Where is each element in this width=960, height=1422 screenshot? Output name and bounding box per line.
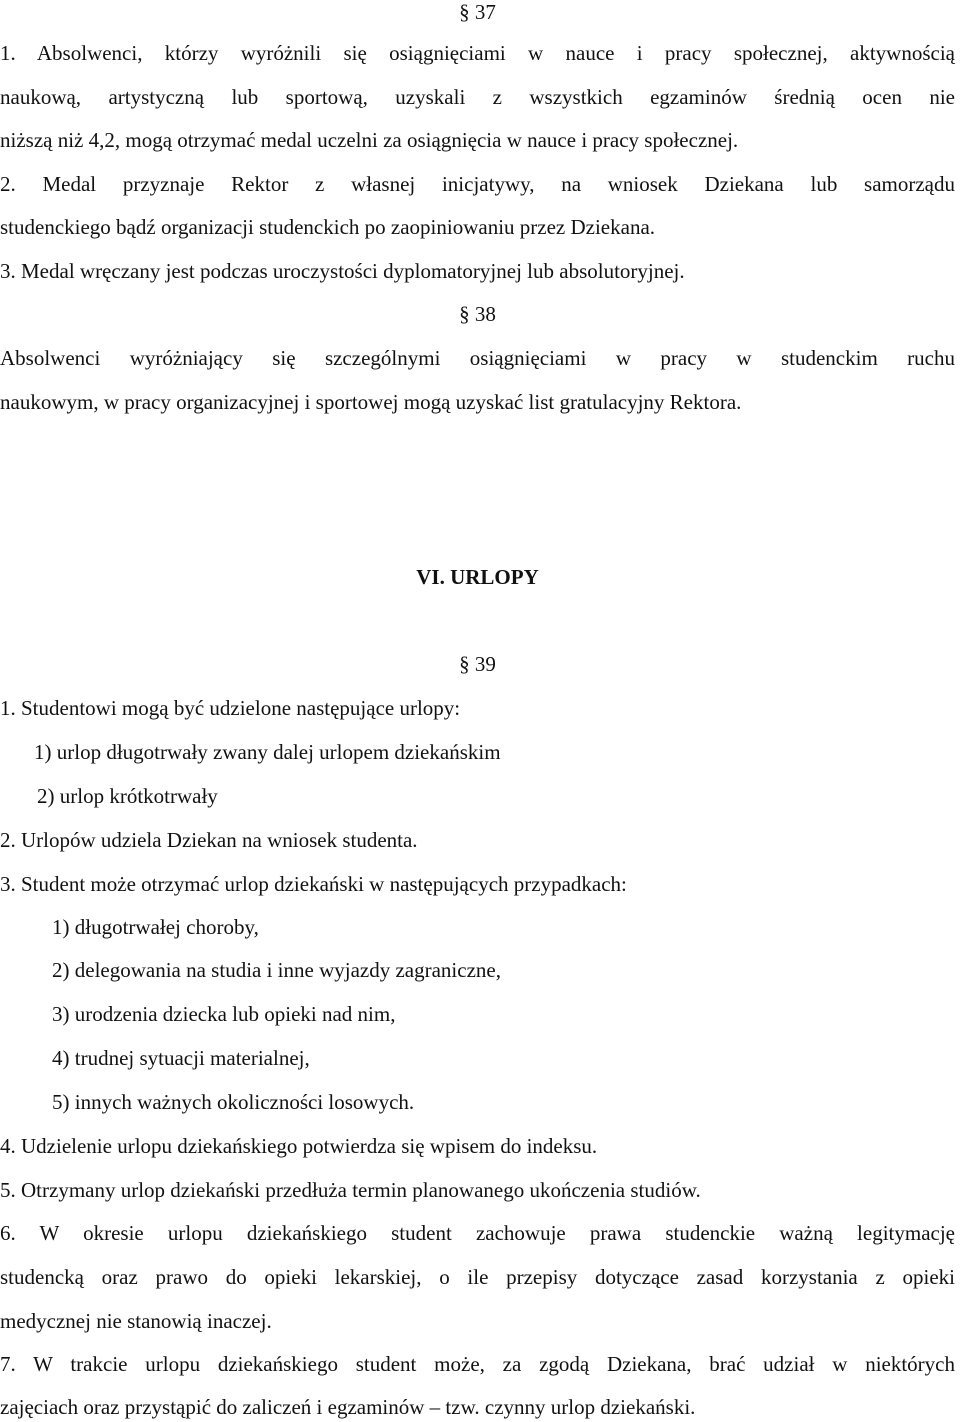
s39-line-13: 6. W okresie urlopu dziekańskiego student zachowuje prawa studenckie ważną legitymację xyxy=(0,1221,955,1245)
s39-line-7: 2) delegowania na studia i inne wyjazdy zagraniczne, xyxy=(52,958,501,982)
s38-line-2: naukowym, w pracy organizacyjnej i sportowej mogą uzyskać list gratulacyjny Rektora. xyxy=(0,390,742,414)
s37-line-6: 3. Medal wręczany jest podczas uroczystości dyplomatoryjnej lub absolutoryjnej. xyxy=(0,259,685,283)
s39-line-6: 1) długotrwałej choroby, xyxy=(52,915,259,939)
s37-line-3: niższą niż 4,2, mogą otrzymać medal uczelni za osiągnięcia w nauce i pracy społecznej. xyxy=(0,128,739,152)
s37-line-5: studenckiego bądź organizacji studenckich po zaopiniowaniu przez Dziekana. xyxy=(0,215,656,239)
s39-line-5: 3. Student może otrzymać urlop dziekański w następujących przypadkach: xyxy=(0,872,627,896)
s38-line-1: Absolwenci wyróżniający się szczególnymi osiągnięciami w pracy w studenckim ruchu xyxy=(0,346,955,370)
chapter-heading: VI. URLOPY xyxy=(416,565,539,589)
s39-line-8: 3) urodzenia dziecka lub opieki nad nim, xyxy=(52,1002,396,1026)
s39-line-2: 1) urlop długotrwały zwany dalej urlopem dziekańskim xyxy=(34,740,501,764)
s39-line-4: 2. Urlopów udziela Dziekan na wniosek studenta. xyxy=(0,828,418,852)
s37-line-1: 1. Absolwenci, którzy wyróżnili się osiągnięciami w nauce i pracy społecznej, aktywnością xyxy=(0,41,955,65)
s39-line-15: medycznej nie stanowią inaczej. xyxy=(0,1309,272,1333)
section-38-title: § 38 xyxy=(459,302,496,326)
s37-line-2: naukową, artystyczną lub sportową, uzyskali z wszystkich egzaminów średnią ocen nie xyxy=(0,85,955,109)
s39-line-1: 1. Studentowi mogą być udzielone następujące urlopy: xyxy=(0,696,461,720)
s39-line-16: 7. W trakcie urlopu dziekańskiego student może, za zgodą Dziekana, brać udział w niektórych xyxy=(0,1352,955,1376)
s37-line-4: 2. Medal przyznaje Rektor z własnej inicjatywy, na wniosek Dziekana lub samorządu xyxy=(0,172,955,196)
s39-line-14: studencką oraz prawo do opieki lekarskiej, o ile przepisy dotyczące zasad korzystania z opieki xyxy=(0,1265,955,1289)
s39-line-3: 2) urlop krótkotrwały xyxy=(37,784,218,808)
s39-line-11: 4. Udzielenie urlopu dziekańskiego potwierdza się wpisem do indeksu. xyxy=(0,1134,598,1158)
section-39-title: § 39 xyxy=(459,652,496,676)
s39-line-17: zajęciach oraz przystąpić do zaliczeń i egzaminów – tzw. czynny urlop dziekański. xyxy=(0,1395,696,1419)
s39-line-9: 4) trudnej sytuacji materialnej, xyxy=(52,1046,310,1070)
s39-line-12: 5. Otrzymany urlop dziekański przedłuża termin planowanego ukończenia studiów. xyxy=(0,1178,701,1202)
s39-line-10: 5) innych ważnych okoliczności losowych. xyxy=(52,1090,415,1114)
section-37-title: § 37 xyxy=(459,0,496,24)
